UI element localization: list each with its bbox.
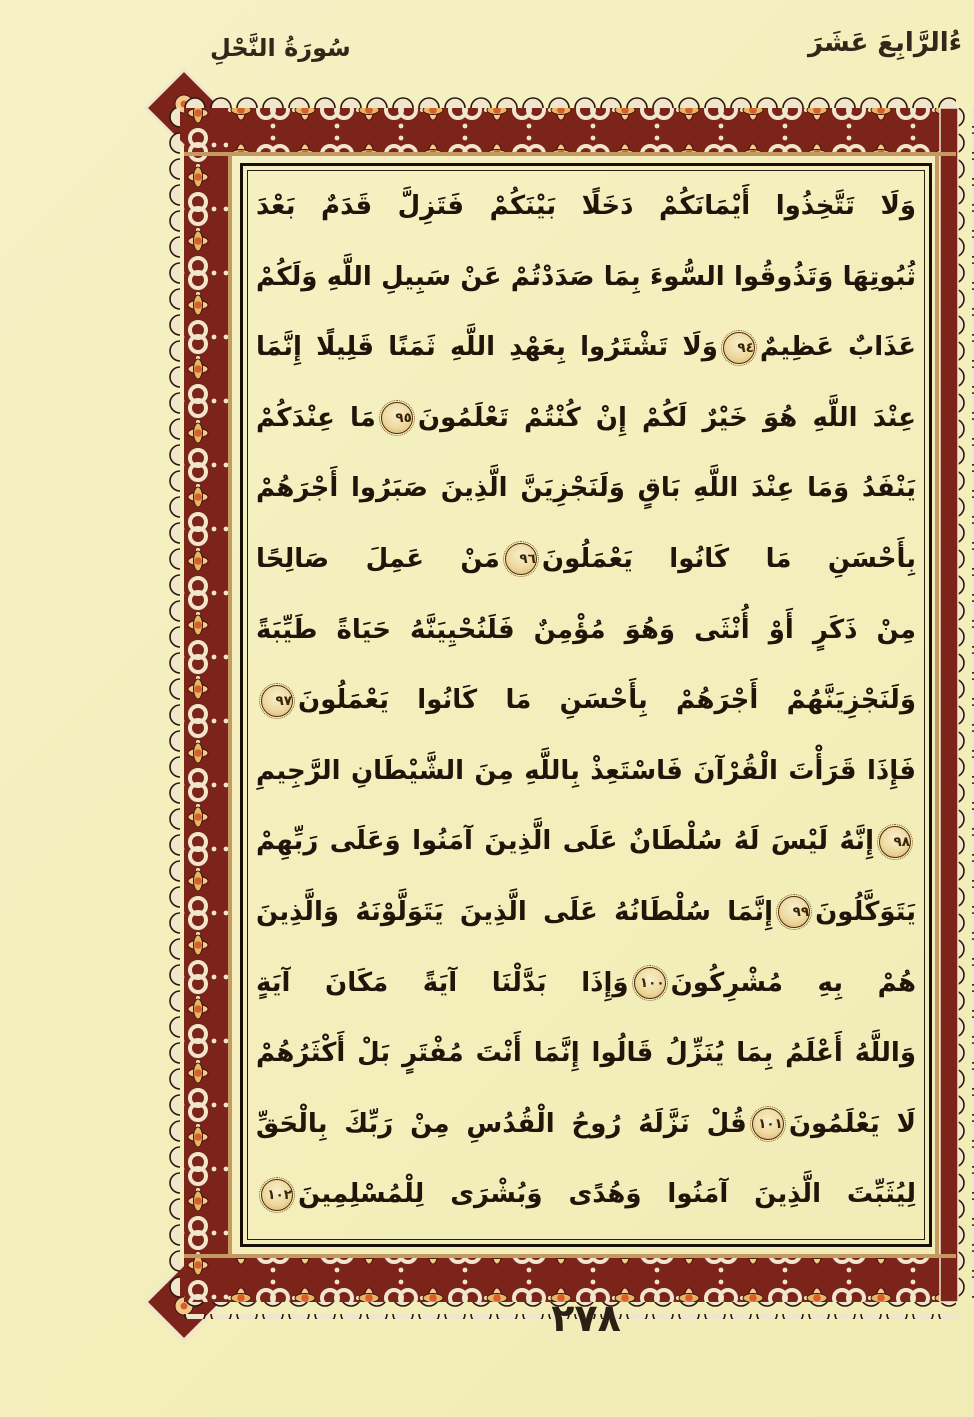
quran-line	[256, 595, 916, 666]
quran-line	[256, 453, 916, 524]
quran-line	[256, 1089, 916, 1160]
quran-words: فَإِذَا قَرَأْتَ الْقُرْآنَ فَاسْتَعِذْ بِاللَّهِ مِنَ الشَّيْطَانِ الرَّجِيمِ	[256, 755, 916, 786]
ayah-number-medallion: ٩٦	[505, 543, 537, 575]
quran-words: إِنَّهُ لَيْسَ لَهُ سُلْطَانٌ عَلَى الَّذِينَ آمَنُوا وَعَلَى رَبِّهِمْ	[256, 826, 874, 857]
quran-line	[256, 312, 916, 383]
quran-words: ثُبُوتِهَا وَتَذُوقُوا السُّوءَ بِمَا صَدَدْتُمْ عَنْ سَبِيلِ اللَّهِ وَلَكُمْ	[256, 261, 916, 292]
text-frame-inner	[247, 170, 925, 1240]
quran-line	[256, 242, 916, 313]
quran-words: عِنْدَ اللَّهِ هُوَ خَيْرٌ لَكُمْ إِنْ كُنْتُمْ تَعْلَمُونَ	[417, 402, 916, 433]
quran-line	[256, 665, 916, 736]
juz-label-text: الرَّابِعَ عَشَرَ	[807, 28, 949, 58]
quran-words: يَتَوَكَّلُونَ	[815, 896, 916, 927]
ayah-number-medallion: ٩٩	[778, 896, 810, 928]
quran-words: وَإِذَا بَدَّلْنَا آيَةً مَكَانَ آيَةٍ	[256, 967, 629, 998]
quran-line	[256, 1018, 916, 1089]
quran-text	[256, 171, 916, 1239]
quran-words: مَا عِنْدَكُمْ	[256, 402, 376, 433]
ayah-number-medallion: ١٠٠	[634, 967, 666, 999]
quran-words: إِنَّمَا سُلْطَانُهُ عَلَى الَّذِينَ يَتَوَلَّوْنَهُ وَالَّذِينَ	[256, 896, 774, 927]
text-frame	[240, 163, 932, 1247]
quran-words: قُلْ نَزَّلَهُ رُوحُ الْقُدُسِ مِنْ رَبِّكَ بِالْحَقِّ	[256, 1108, 747, 1139]
ayah-number-medallion: ٩٤	[723, 332, 755, 364]
quran-line	[256, 877, 916, 948]
quran-line	[256, 736, 916, 807]
quran-line	[256, 383, 916, 454]
quran-line	[256, 524, 916, 595]
quran-words: يَنْفَدُ وَمَا عِنْدَ اللَّهِ بَاقٍ وَلَنَجْزِيَنَّ الَّذِينَ صَبَرُوا أَجْرَهُمْ	[256, 473, 916, 504]
quran-line	[256, 171, 916, 242]
quran-line	[256, 948, 916, 1019]
quran-words: هُمْ بِهِ مُشْرِكُونَ	[670, 967, 916, 998]
page-number: ٢٧٨	[551, 1296, 621, 1340]
ayah-number-medallion: ١٠١	[752, 1108, 784, 1140]
surah-title: سُورَةُ النَّحْلِ	[210, 34, 351, 62]
quran-words: لِيُثَبِّتَ الَّذِينَ آمَنُوا وَهُدًى وَبُشْرَى لِلْمُسْلِمِينَ	[298, 1179, 916, 1210]
quran-words: وَلَنَجْزِيَنَّهُمْ أَجْرَهُمْ بِأَحْسَنِ مَا كَانُوا يَعْمَلُونَ	[298, 685, 916, 716]
quran-words: وَلَا تَشْتَرُوا بِعَهْدِ اللَّهِ ثَمَنًا قَلِيلًا إِنَّمَا	[256, 332, 718, 363]
ayah-number-medallion: ٩٨	[879, 826, 911, 858]
juz-label-fragment: ءُ	[948, 28, 962, 58]
quran-words: مَنْ عَمِلَ صَالِحًا	[256, 543, 500, 574]
quran-words: لَا يَعْلَمُونَ	[788, 1108, 916, 1139]
quran-words: وَاللَّهُ أَعْلَمُ بِمَا يُنَزِّلُ قَالُوا إِنَّمَا أَنْتَ مُفْتَرٍ بَلْ أَكْثَرُهُمْ	[256, 1038, 916, 1069]
quran-words: وَلَا تَتَّخِذُوا أَيْمَانَكُمْ دَخَلًا بَيْنَكُمْ فَتَزِلَّ قَدَمٌ بَعْدَ	[256, 191, 916, 221]
quran-words: بِأَحْسَنِ مَا كَانُوا يَعْمَلُونَ	[541, 543, 916, 574]
ayah-number-medallion: ٩٧	[261, 685, 293, 717]
quran-line	[256, 1159, 916, 1230]
ayah-number-medallion: ٩٥	[381, 402, 413, 434]
quran-line	[256, 806, 916, 877]
ayah-number-medallion: ١٠٢	[261, 1179, 293, 1211]
quran-words: عَذَابٌ عَظِيمٌ	[759, 332, 916, 363]
quran-words: مِنْ ذَكَرٍ أَوْ أُنْثَى وَهُوَ مُؤْمِنٌ فَلَنُحْيِيَنَّهُ حَيَاةً طَيِّبَةً	[256, 614, 916, 645]
